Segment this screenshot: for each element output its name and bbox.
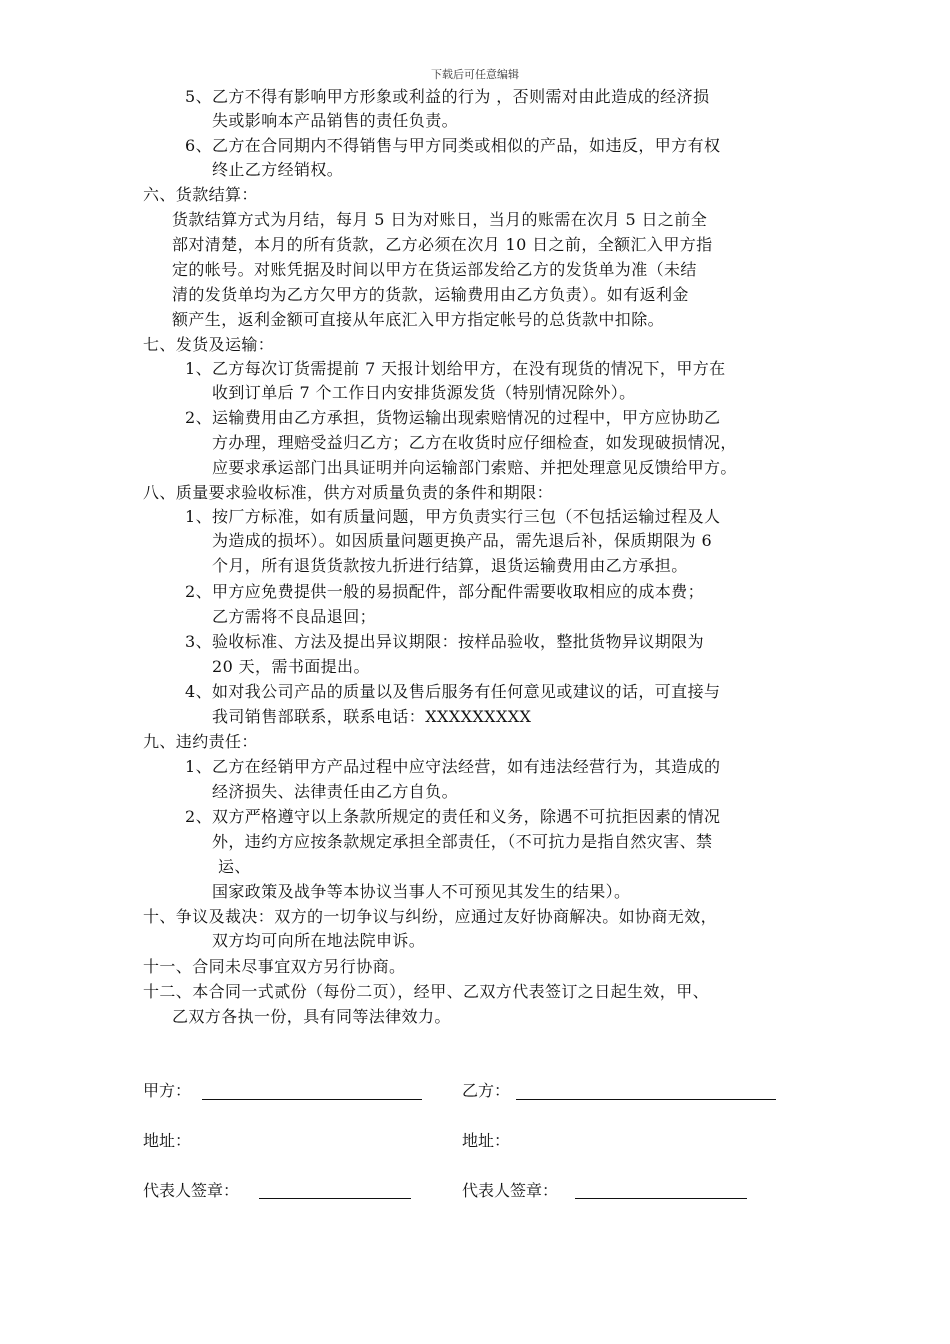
breach-1-line-2: 经济损失、法律责任由乙方自负。	[212, 782, 459, 801]
party-a-representative-label: 代表人签章：	[143, 1181, 240, 1200]
party-a-representative-line	[259, 1198, 411, 1199]
breach-2-line-4: 国家政策及战争等本协议当事人不可预见其发生的结果）。	[212, 882, 631, 901]
party-a-label: 甲方：	[143, 1081, 192, 1100]
quality-4-line-2: 我司销售部联系，联系电话：XXXXXXXXX	[212, 707, 532, 726]
shipping-1-line-2: 收到订单后 7 个工作日内安排货源发货（特别情况除外）。	[212, 383, 636, 402]
section-12-line-2: 乙双方各执一份，具有同等法律效力。	[172, 1007, 451, 1026]
shipping-2-line-2: 方办理，理赔受益归乙方；乙方在收货时应仔细检查，如发现破损情况，	[212, 433, 737, 452]
party-b-label: 乙方：	[462, 1081, 511, 1100]
quality-1-line-3: 个月，所有退货货款按九折进行结算，退货运输费用由乙方承担。	[212, 556, 688, 575]
shipping-1-line-1: 1、乙方每次订货需提前 7 天报计划给甲方，在没有现货的情况下，甲方在	[185, 359, 726, 378]
section-12-line-1: 十二、本合同一式贰份（每份二页），经甲、乙双方代表签订之日起生效，甲、	[143, 982, 710, 1001]
breach-2-line-2: 外，违约方应按条款规定承担全部责任，（不可抗力是指自然灾害、禁	[212, 832, 713, 851]
payment-line-3: 定的帐号。对账凭据及时间以甲方在货运部发给乙方的发货单为准（未结	[172, 260, 697, 279]
header-note: 下载后可任意编辑	[431, 68, 519, 81]
quality-2-line-1: 2、甲方应免费提供一般的易损配件，部分配件需要收取相应的成本费；	[185, 582, 704, 601]
quality-1-line-2: 为造成的损坏）。如因质量问题更换产品，需先退后补，保质期限为 6	[212, 531, 713, 550]
party-b-address-label: 地址：	[462, 1131, 511, 1150]
shipping-2-line-3: 应要求承运部门出具证明并向运输部门索赔、并把处理意见反馈给甲方。	[212, 458, 737, 477]
section-11: 十一、合同未尽事宜双方另行协商。	[143, 957, 406, 976]
payment-line-2: 部对清楚，本月的所有货款，乙方必须在次月 10 日之前，全额汇入甲方指	[172, 235, 713, 254]
quality-3-line-2: 20 天，需书面提出。	[212, 657, 370, 676]
breach-1-line-1: 1、乙方在经销甲方产品过程中应守法经营，如有违法经营行为，其造成的	[185, 757, 721, 776]
party-b-signature-line	[516, 1099, 776, 1100]
quality-2-line-2: 乙方需将不良品退回；	[212, 607, 377, 626]
party-a-address-label: 地址：	[143, 1131, 192, 1150]
payment-line-4: 清的发货单均为乙方欠甲方的货款，运输费用由乙方负责）。如有返利金	[172, 285, 689, 304]
section-7-heading: 七、发货及运输：	[143, 335, 275, 354]
party-b-representative-label: 代表人签章：	[462, 1181, 559, 1200]
section-8-heading: 八、质量要求验收标准，供方对质量负责的条件和期限：	[143, 483, 554, 502]
party-b-representative-line	[575, 1198, 747, 1199]
quality-3-line-1: 3、验收标准、方法及提出异议期限：按样品验收，整批货物异议期限为	[185, 632, 704, 651]
section-6-heading: 六、货款结算：	[143, 185, 258, 204]
breach-2-line-1: 2、双方严格遵守以上条款所规定的责任和义务，除遇不可抗拒因素的情况	[185, 807, 721, 826]
clause-5-line-1: 5、乙方不得有影响甲方形象或利益的行为 ，否则需对由此造成的经济损	[185, 87, 710, 106]
clause-6-line-1: 6、乙方在合同期内不得销售与甲方同类或相似的产品，如违反，甲方有权	[185, 136, 721, 155]
clause-6-line-2: 终止乙方经销权。	[212, 160, 344, 179]
section-9-heading: 九、违约责任：	[143, 732, 258, 751]
section-10-line-1: 十、争议及裁决：双方的一切争议与纠纷，应通过友好协商解决。如协商无效，	[143, 907, 718, 926]
section-10-line-2: 双方均可向所在地法院申诉。	[212, 931, 426, 950]
clause-5-line-2: 失或影响本产品销售的责任负责。	[212, 111, 459, 130]
breach-2-line-3: 运、	[218, 857, 251, 876]
quality-4-line-1: 4、如对我公司产品的质量以及售后服务有任何意见或建议的话，可直接与	[185, 682, 721, 701]
shipping-2-line-1: 2、运输费用由乙方承担，货物运输出现索赔情况的过程中，甲方应协助乙	[185, 408, 721, 427]
payment-line-5: 额产生，返利金额可直接从年底汇入甲方指定帐号的总货款中扣除。	[172, 310, 665, 329]
payment-line-1: 货款结算方式为月结，每月 5 日为对账日，当月的账需在次月 5 日之前全	[172, 210, 708, 229]
quality-1-line-1: 1、按厂方标准，如有质量问题，甲方负责实行三包（不包括运输过程及人	[185, 507, 721, 526]
party-a-signature-line	[202, 1099, 422, 1100]
